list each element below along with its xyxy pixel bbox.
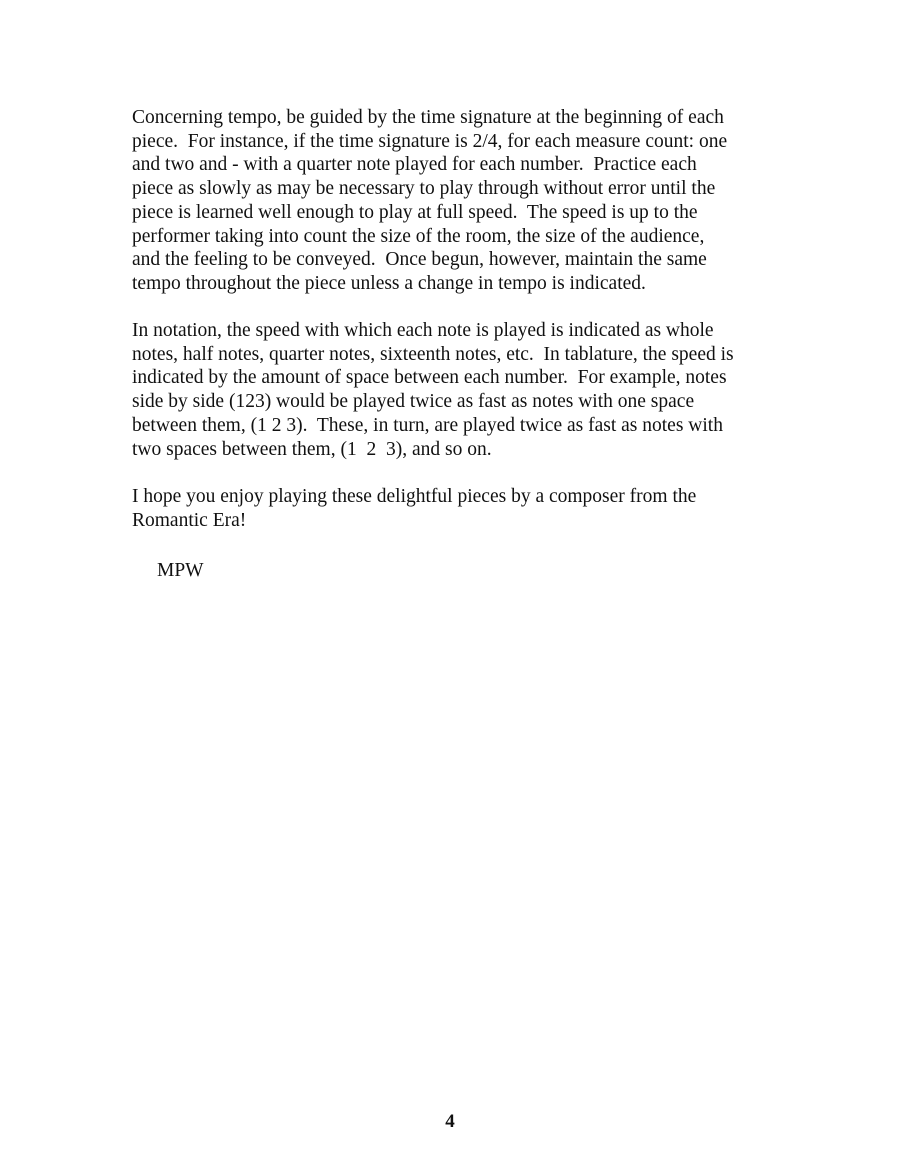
text-line: two spaces between them, (1 2 3), and so on. — [132, 438, 492, 460]
text-line: notes, half notes, quarter notes, sixteenth notes, etc. In tablature, the speed is — [132, 343, 734, 365]
text-line: and the feeling to be conveyed. Once begun, however, maintain the same — [132, 249, 707, 271]
paragraph-closing — [132, 485, 792, 532]
text-line: side by side (123) would be played twice as fast as notes with one space — [132, 391, 695, 413]
text-line: piece as slowly as may be necessary to play through without error until the — [132, 178, 716, 200]
page-number: 4 — [445, 1111, 455, 1132]
text-line: piece. For instance, if the time signature is 2/4, for each measure count: one — [132, 130, 728, 152]
text-line: and two and - with a quarter note played for each number. Practice each — [132, 154, 697, 176]
text-line: Romantic Era! — [132, 509, 247, 531]
text-line: indicated by the amount of space between each number. For example, notes — [132, 367, 727, 389]
text-line: Concerning tempo, be guided by the time signature at the beginning of each — [132, 107, 724, 128]
text-line: tempo throughout the piece unless a change in tempo is indicated. — [132, 272, 646, 294]
text-line: between them, (1 2 3). These, in turn, are played twice as fast as notes with — [132, 414, 723, 436]
text-line: In notation, the speed with which each note is played is indicated as whole — [132, 320, 714, 341]
author-signature: MPW — [157, 560, 204, 581]
text-line: piece is learned well enough to play at full speed. The speed is up to the — [132, 201, 698, 223]
text-line: performer taking into count the size of the room, the size of the audience, — [132, 225, 705, 247]
paragraph-notation — [132, 319, 792, 461]
text-line: I hope you enjoy playing these delightful pieces by a composer from the — [132, 486, 697, 507]
paragraph-tempo — [132, 106, 792, 296]
